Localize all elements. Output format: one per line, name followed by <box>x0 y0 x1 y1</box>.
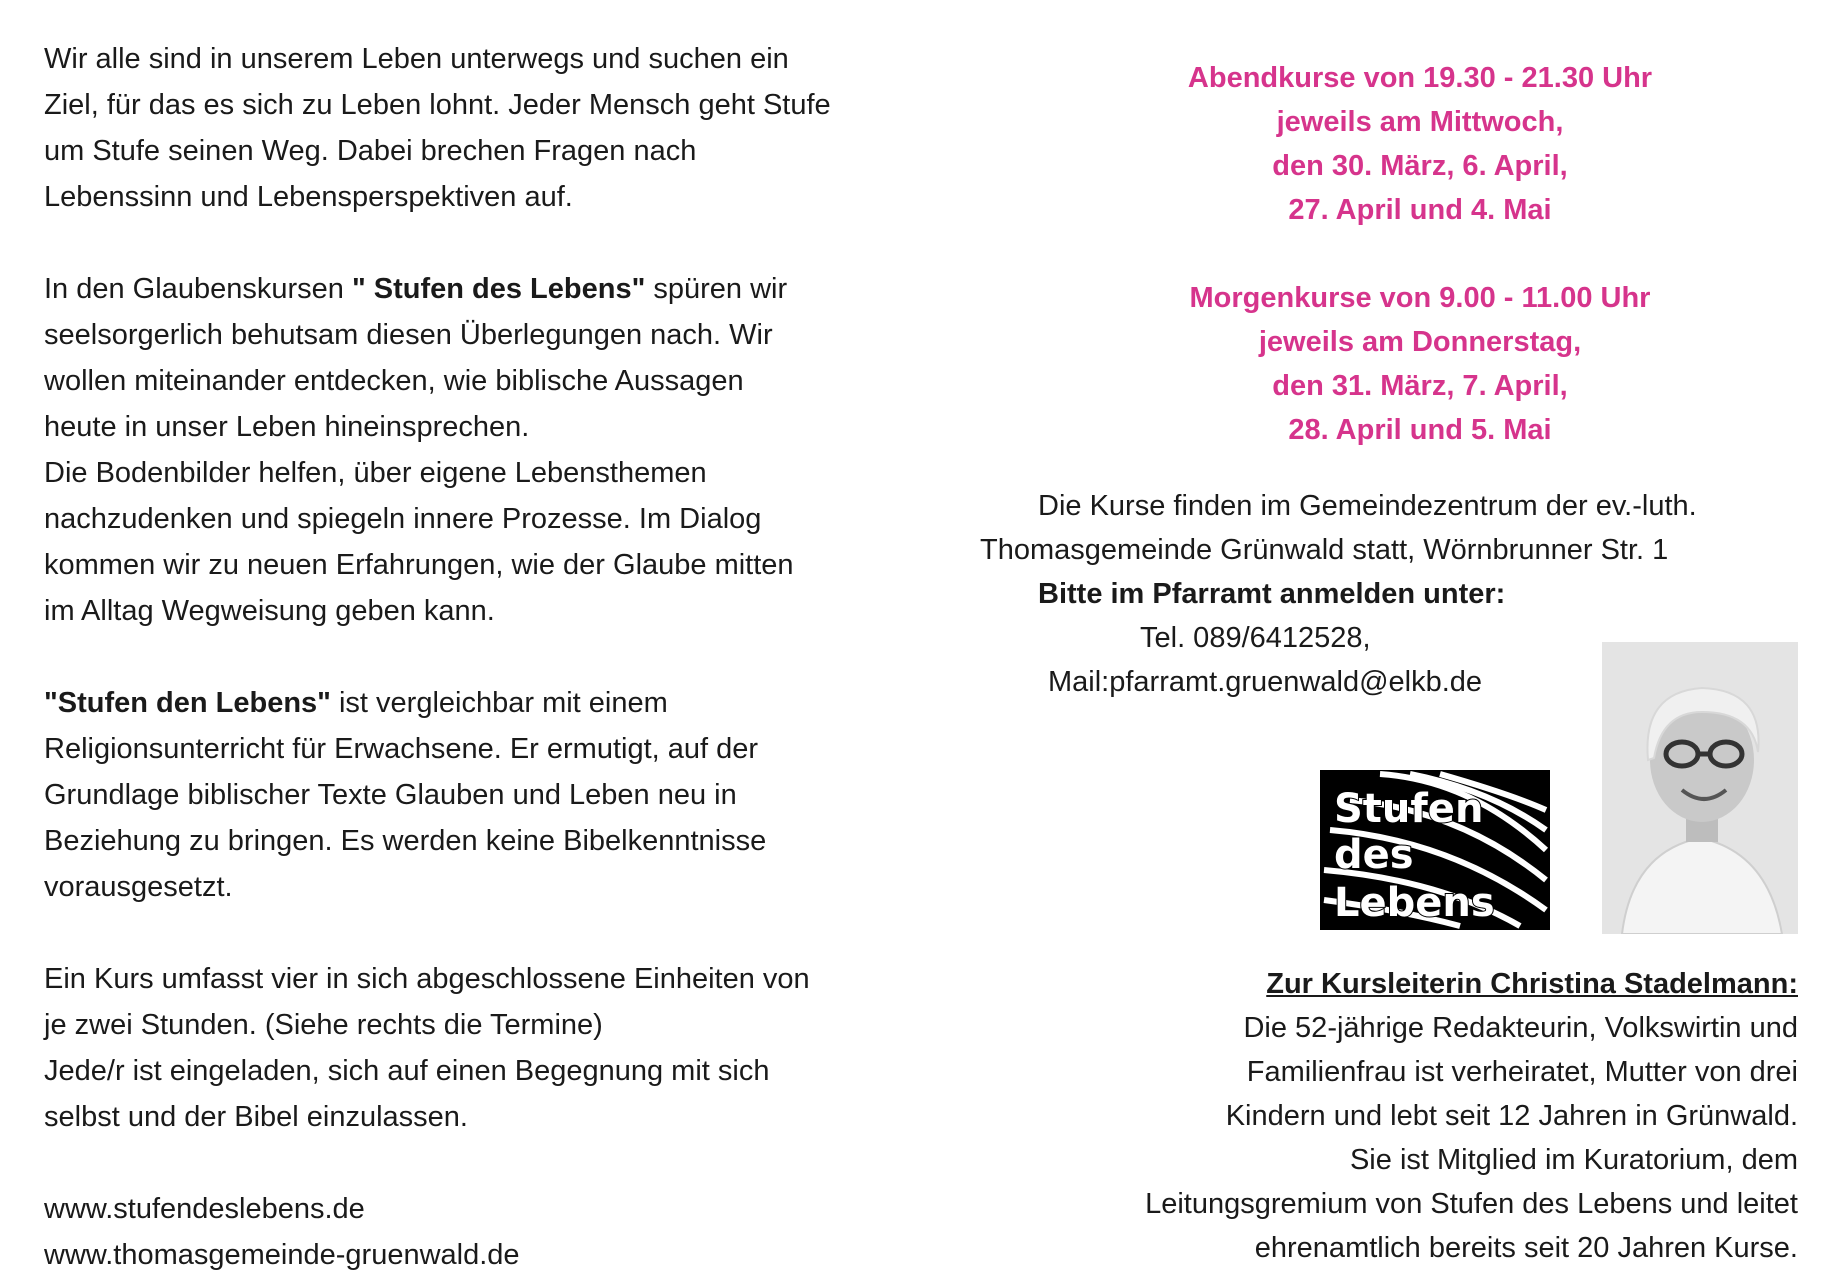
text-line: im Alltag Wegweisung geben kann. <box>44 595 495 627</box>
schedule-line: 28. April und 5. Mai <box>1288 414 1552 446</box>
text-line: um Stufe seinen Weg. Dabei brechen Fragen nach <box>44 135 697 167</box>
venue-line: Thomasgemeinde Grünwald statt, Wörnbrunner Str. 1 <box>980 534 1669 566</box>
portrait-photo <box>1602 642 1798 934</box>
text-line: Beziehung zu bringen. Es werden keine Bibelkenntnisse <box>44 825 767 857</box>
text-line: heute in unser Leben hineinsprechen. <box>44 411 530 443</box>
text-line: Wir alle sind in unserem Leben unterwegs und suchen ein <box>44 43 789 75</box>
schedule-line: jeweils am Mittwoch, <box>1276 106 1564 138</box>
text-line: seelsorgerlich behutsam diesen Überlegungen nach. Wir <box>44 319 773 351</box>
bio-line: Familienfrau ist verheiratet, Mutter von drei <box>1246 1056 1798 1088</box>
text-line: je zwei Stunden. (Siehe rechts die Termine) <box>44 1009 603 1041</box>
logo-word: des <box>1334 832 1414 878</box>
bio-line: Die 52-jährige Redakteurin, Volkswirtin und <box>1243 1012 1798 1044</box>
course-structure-paragraph <box>44 956 944 1140</box>
bio-line: Leitungsgremium von Stufen des Lebens und leitet <box>1145 1188 1798 1220</box>
phone-number[interactable]: Tel. 089/6412528, <box>1140 622 1371 654</box>
instructor-bio <box>978 962 1798 1270</box>
text-line: kommen wir zu neuen Erfahrungen, wie der Glaube mitten <box>44 549 794 581</box>
links-paragraph <box>44 1186 944 1278</box>
logo-word: Lebens <box>1334 880 1495 926</box>
courses-paragraph <box>44 266 944 634</box>
intro-column <box>44 36 944 1278</box>
text-line: Grundlage biblischer Texte Glauben und Leben neu in <box>44 779 737 811</box>
website-link[interactable]: www.stufendeslebens.de <box>44 1193 365 1225</box>
evening-course-block <box>980 56 1836 232</box>
text-line: Ein Kurs umfasst vier in sich abgeschlossene Einheiten von <box>44 963 810 995</box>
bio-heading: Zur Kursleiterin Christina Stadelmann: <box>1266 968 1798 1000</box>
bio-line: ehrenamtlich bereits seit 20 Jahren Kurse. <box>1254 1232 1798 1264</box>
schedule-line: jeweils am Donnerstag, <box>1258 326 1582 358</box>
text-line: ist vergleichbar mit einem <box>330 687 668 719</box>
comparison-paragraph <box>44 680 944 910</box>
course-title-bold: "Stufen den Lebens" <box>44 687 331 719</box>
text-line: wollen miteinander entdecken, wie biblische Aussagen <box>44 365 744 397</box>
bio-line: Sie ist Mitglied im Kuratorium, dem <box>1349 1144 1798 1176</box>
course-title-bold: " Stufen des Lebens" <box>351 273 646 305</box>
email-address[interactable]: Mail:pfarramt.gruenwald@elkb.de <box>1048 666 1483 698</box>
bio-line: Kindern und lebt seit 12 Jahren in Grünwald. <box>1225 1100 1798 1132</box>
text-line: nachzudenken und spiegeln innere Prozesse. Im Dialog <box>44 503 762 535</box>
text-line: Ziel, für das es sich zu Leben lohnt. Jeder Mensch geht Stufe <box>44 89 831 121</box>
website-link[interactable]: www.thomasgemeinde-gruenwald.de <box>44 1239 520 1271</box>
logo-word: Stufen <box>1334 786 1484 832</box>
venue-line: Die Kurse finden im Gemeindezentrum der ev.-luth. <box>1038 490 1697 522</box>
text-line: Die Bodenbilder helfen, über eigene Lebensthemen <box>44 457 707 489</box>
schedule-line: Abendkurse von 19.30 - 21.30 Uhr <box>1187 62 1653 94</box>
registration-heading: Bitte im Pfarramt anmelden unter: <box>1038 578 1506 610</box>
text-line: Jede/r ist eingeladen, sich auf einen Begegnung mit sich <box>44 1055 770 1087</box>
text-line: selbst und der Bibel einzulassen. <box>44 1101 468 1133</box>
intro-paragraph <box>44 36 944 220</box>
schedule-line: den 31. März, 7. April, <box>1272 370 1568 402</box>
text-line: Religionsunterricht für Erwachsene. Er ermutigt, auf der <box>44 733 759 765</box>
text-line: spüren wir <box>645 273 788 305</box>
schedule-line: 27. April und 4. Mai <box>1288 194 1552 226</box>
text-line: Lebenssinn und Lebensperspektiven auf. <box>44 181 573 213</box>
stufen-des-lebens-logo <box>1320 770 1550 930</box>
schedule-column <box>980 56 1820 452</box>
text-line: In den Glaubenskursen <box>44 273 352 305</box>
schedule-line: Morgenkurse von 9.00 - 11.00 Uhr <box>1189 282 1651 314</box>
morning-course-block <box>980 276 1836 452</box>
text-line: vorausgesetzt. <box>44 871 233 903</box>
schedule-line: den 30. März, 6. April, <box>1272 150 1568 182</box>
